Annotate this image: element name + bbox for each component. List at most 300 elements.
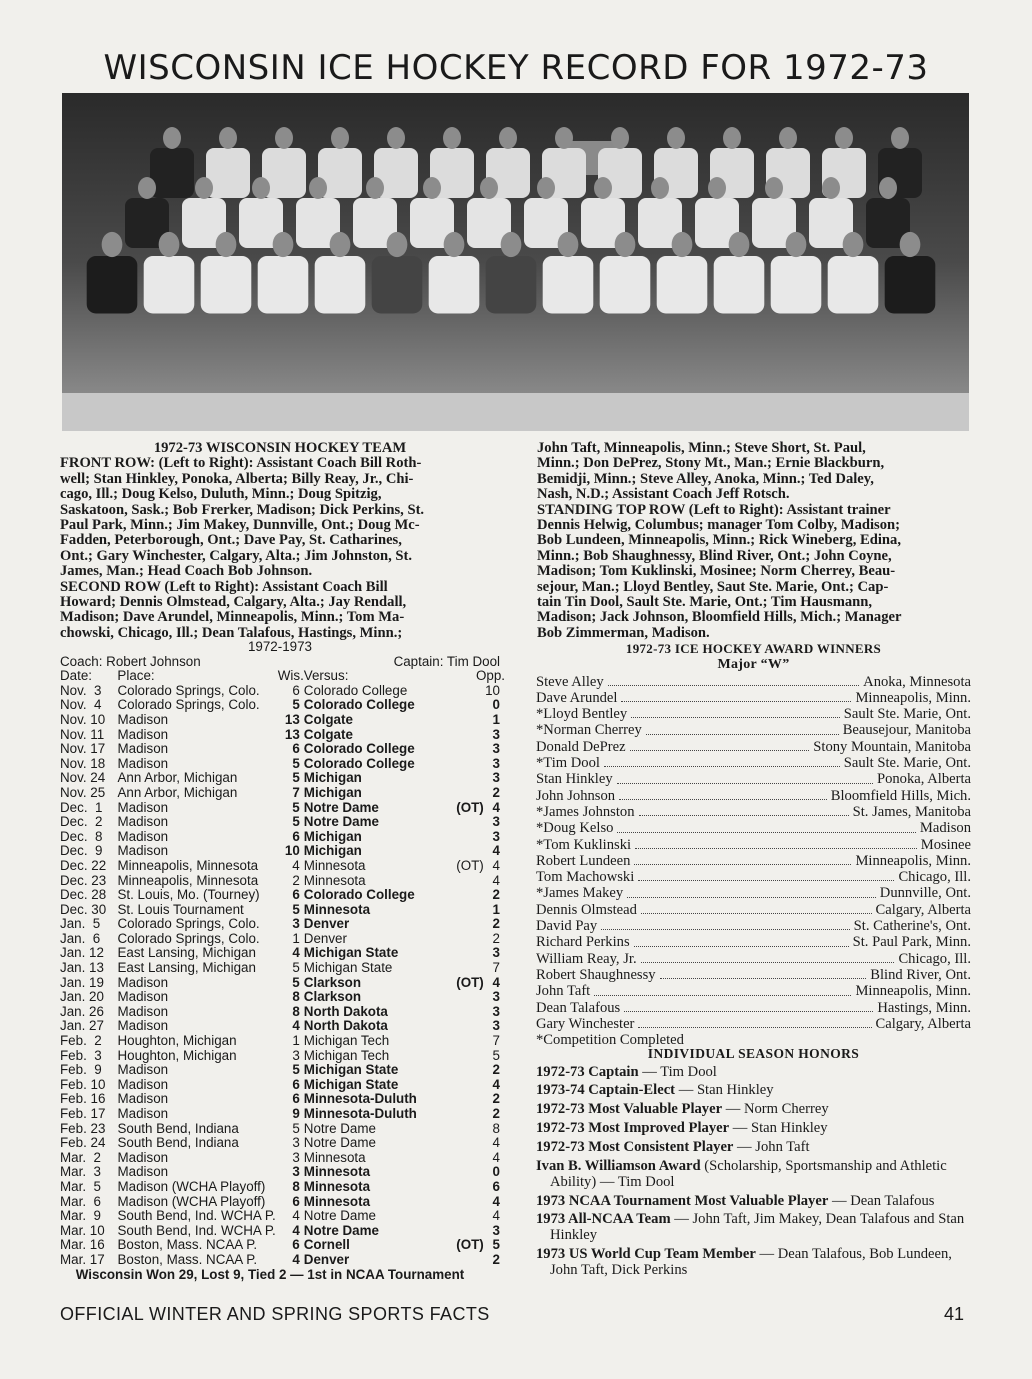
honor-text: (Scholarship, Sportsmanship and Athletic Ability) — Tim Dool [550,1158,947,1190]
list-item [536,1140,971,1156]
game-place: St. Louis, Mo. (Tourney) [117,887,260,903]
game-wis-score: 5 [292,799,300,815]
game-opponent: Colorado College [303,697,415,713]
winner-hometown: Calgary, Alberta [875,1015,971,1032]
honor-text: — John Taft [733,1139,810,1156]
game-wis-score: 5 [292,697,300,713]
game-wis-score: 13 [284,726,300,742]
game-date: Mar. 6 [60,1193,101,1209]
winner-name: *Doug Kelso [536,820,614,837]
schedule-captain: Captain: Tim Dool [393,653,500,669]
game-opp-score: 2 [492,1251,500,1267]
game-opponent: Minnesota [303,857,366,873]
list-item [536,918,971,934]
caption-line: chowski, Chicago, Ill.; Dean Talafous, Hastings, Minn.; [60,624,403,641]
game-opp-score: 3 [492,945,500,961]
list-item [536,902,971,918]
game-overtime [456,830,476,845]
list-item [536,1247,971,1278]
game-place: Ann Arbor, Michigan [117,770,238,786]
game-date: Jan. 12 [60,945,104,961]
game-opp-score: 4 [492,843,500,859]
game-overtime: (OT) [456,857,484,873]
game-opponent: Michigan [303,843,362,859]
game-place: Madison [117,989,169,1005]
caption-line: Fadden, Peterborough, Ont.; Dave Pay, St. Catharines, [60,532,402,549]
winner-hometown: Sault Ste. Marie, Ont. [843,706,971,723]
caption-line: FRONT ROW: (Left to Right): Assistant Coach Bill Roth- [60,455,422,472]
list-item [536,885,971,901]
honor-text: — John Taft, Jim Makey, Dean Talafous and Stan Hinkley [550,1211,965,1244]
winner-name: Dave Arundel [536,689,618,706]
game-date: Nov. 17 [60,741,106,757]
list-item [536,755,971,771]
game-date: Feb. 2 [60,1033,102,1049]
dot-leader [639,804,849,816]
game-place: Madison [117,711,169,727]
dot-leader [646,722,839,734]
list-item [536,1159,971,1190]
winner-name: Donald DePrez [536,738,626,755]
table-row [60,990,500,1005]
game-opponent: Michigan Tech [303,1033,390,1049]
dot-leader [617,771,873,783]
game-opp-score: 7 [492,960,500,976]
game-overtime [456,844,476,859]
winner-hometown: Minneapolis, Minn. [855,689,971,706]
game-date: Nov. 24 [60,770,106,786]
game-date: Mar. 3 [60,1164,101,1180]
game-place: Ann Arbor, Michigan [117,784,238,800]
game-overtime [456,1224,476,1239]
game-opponent: Notre Dame [303,799,379,815]
game-wis-score: 3 [292,1164,300,1180]
game-date: Mar. 5 [60,1178,101,1194]
table-row [60,961,500,976]
table-row [60,728,500,743]
game-place: Colorado Springs, Colo. [117,930,260,946]
game-date: Feb. 10 [60,1076,106,1092]
awards-note: *Competition Completed [536,1032,684,1049]
dot-leader [619,788,827,800]
dot-leader [638,869,894,881]
list-item [536,690,971,706]
caption-line: STANDING TOP ROW (Left to Right): Assistant trainer [537,501,891,518]
game-opponent: Minnesota-Duluth [303,1106,417,1121]
game-opponent: Colgate [303,711,353,727]
game-opp-score: 1 [492,901,500,917]
game-wis-score: 7 [292,784,300,800]
game-opp-score: 2 [492,887,500,903]
game-place: Madison [117,828,169,844]
list-item [536,934,971,950]
winner-hometown: St. Paul Park, Minn. [852,934,971,951]
game-place: Madison [117,1076,169,1092]
game-wis-score: 5 [292,1120,300,1136]
game-wis-score: 5 [292,974,300,990]
caption-line: Howard; Dennis Olmstead, Calgary, Alta.; Jay Rendall, [60,594,407,611]
game-overtime [456,1107,476,1122]
game-opp-score: 5 [492,1047,500,1063]
list-item [536,739,971,755]
dot-leader [594,983,851,995]
winner-name: Tom Machowski [536,869,635,886]
caption-line: Bemidji, Minn.; Steve Alley, Anoka, Minn.; Ted Daley, [537,470,874,487]
caption-line: Madison; Dave Arundel, Minneapolis, Minn.; Tom Ma- [60,609,405,626]
game-wis-score: 6 [292,887,300,903]
game-wis-score: 6 [292,1237,300,1253]
caption-line: John Taft, Minneapolis, Minn.; Steve Short, St. Paul, [537,440,866,456]
game-overtime [456,1078,476,1093]
game-opponent: Notre Dame [303,814,379,830]
table-row [60,684,500,699]
game-wis-score: 4 [292,1222,300,1238]
game-opp-score: 2 [492,930,500,946]
dot-leader [621,690,851,702]
game-opponent: Minnesota [303,901,371,917]
game-wis-score: 5 [292,901,300,917]
game-opponent: Minnesota-Duluth [303,1091,417,1107]
dot-leader [635,837,917,849]
game-opponent: Michigan State [303,945,399,961]
game-opp-score: 3 [492,989,500,1005]
game-overtime [456,1209,476,1224]
game-overtime [456,815,476,830]
dot-leader [627,885,876,897]
game-wis-score: 13 [284,711,300,727]
game-overtime [456,728,476,743]
game-wis-score: 6 [292,1091,300,1107]
game-opponent: Colorado College [303,755,415,771]
schedule-table [60,639,506,1282]
team-caption-right [537,441,971,641]
winner-name: *Norman Cherrey [536,722,642,739]
dot-leader [641,951,895,963]
game-overtime [456,874,476,889]
game-date: Mar. 16 [60,1237,105,1253]
dot-leader [631,706,840,718]
game-place: South Bend, Ind. WCHA P. [117,1222,276,1238]
game-date: Feb. 23 [60,1120,106,1136]
game-overtime [456,786,476,801]
list-item [536,1102,971,1118]
table-row [60,917,500,932]
game-opponent: Denver [303,916,350,932]
table-row [60,1092,500,1107]
game-overtime [456,990,476,1005]
honor-label: Ivan B. Williamson Award [536,1158,701,1175]
winner-hometown: Chicago, Ill. [898,869,971,886]
honor-text: — Dean Talafous, Bob Lundeen, John Taft, Dick Perkins [550,1245,952,1278]
winner-name: *Tim Dool [536,755,600,772]
winner-name: *James Makey [536,885,624,902]
game-date: Jan. 6 [60,930,101,946]
game-overtime [456,1092,476,1107]
game-place: Colorado Springs, Colo. [117,682,260,698]
game-overtime [456,932,476,947]
winner-hometown: Blind River, Ont. [870,966,971,983]
winner-hometown: Mosinee [920,836,971,853]
honor-label: 1973 All-NCAA Team [536,1211,671,1228]
game-date: Nov. 4 [60,697,102,713]
winner-hometown: Beausejour, Manitoba [842,722,971,739]
list-item [536,869,971,885]
game-overtime [456,713,476,728]
caption-line: Paul Park, Minn.; Jim Makey, Dunnville, Ont.; Doug Mc- [60,517,420,534]
caption-line: Dennis Helwig, Columbus; manager Tom Colby, Madison; [537,517,901,534]
game-opp-score: 4 [492,1208,500,1224]
game-opp-score: 4 [492,1076,500,1092]
game-place: South Bend, Indiana [117,1120,239,1136]
game-wis-score: 5 [292,1062,300,1078]
game-date: Dec. 30 [60,901,107,917]
game-opp-score: 4 [492,857,500,873]
game-place: Madison [117,814,169,830]
list-item [536,1000,971,1016]
winner-hometown: Bloomfield Hills, Mich. [830,787,971,804]
game-overtime [456,698,476,713]
dot-leader [634,934,849,946]
winner-hometown: Stony Mountain, Manitoba [813,738,971,755]
footer-text: OFFICIAL WINTER AND SPRING SPORTS FACTS [60,1304,490,1324]
game-opponent: Notre Dame [303,1222,379,1238]
game-place: Madison (WCHA Playoff) [117,1193,266,1209]
game-date: Nov. 11 [60,726,105,742]
game-overtime: (OT) [456,1237,484,1253]
game-overtime [456,1034,476,1049]
game-opponent: Michigan State [303,1062,399,1078]
game-place: Madison [117,974,169,990]
table-row [60,1224,500,1239]
game-opp-score: 7 [492,1033,500,1049]
game-opp-score: 8 [492,1120,500,1136]
table-row [60,830,500,845]
game-opponent: Colorado College [303,741,415,757]
game-date: Feb. 17 [60,1106,106,1121]
game-date: Jan. 5 [60,916,101,932]
game-wis-score: 8 [292,989,300,1005]
game-date: Jan. 26 [60,1003,104,1019]
table-row [60,888,500,903]
game-overtime [456,1195,476,1210]
game-date: Dec. 8 [60,828,103,844]
game-overtime [456,771,476,786]
game-place: Madison [117,741,169,757]
winner-name: John Johnson [536,787,616,804]
game-wis-score: 4 [292,857,300,873]
game-date: Nov. 3 [60,682,102,698]
game-opp-score: 3 [492,1018,500,1034]
game-place: Madison [117,799,169,815]
honor-label: 1972-73 Most Consistent Player [536,1139,734,1156]
game-opp-score: 3 [492,741,500,757]
list-item [536,983,971,999]
table-row [60,1209,500,1224]
game-opp-score: 3 [492,755,500,771]
list-item [536,1212,971,1243]
game-wis-score: 3 [292,1149,300,1165]
game-wis-score: 9 [292,1106,300,1121]
game-place: Minneapolis, Minnesota [117,857,259,873]
winner-hometown: Calgary, Alberta [875,901,971,918]
game-overtime [456,946,476,961]
game-place: Madison [117,1149,169,1165]
winner-name: Dennis Olmstead [536,901,637,918]
table-row [60,1180,500,1195]
table-row [60,859,500,874]
table-row [60,1136,500,1151]
table-row [60,801,500,816]
game-date: Feb. 16 [60,1091,106,1107]
game-place: Minneapolis, Minnesota [117,872,259,888]
game-place: Madison [117,1062,169,1078]
game-opponent: North Dakota [303,1018,388,1034]
list-item [536,951,971,967]
caption-line: cago, Ill.; Doug Kelso, Duluth, Minn.; Doug Spitzig, [60,486,382,503]
table-row [60,976,500,991]
game-opponent: Clarkson [303,974,362,990]
schedule-header-row [60,668,506,684]
award-winners [536,641,971,1048]
caption-line: well; Stan Hinkley, Ponoka, Alberta; Billy Reay, Jr., Chi- [60,470,414,487]
dot-leader [638,1016,871,1028]
list-item [536,674,971,690]
game-opp-score: 3 [492,814,500,830]
dot-leader [608,674,859,686]
table-row [60,1151,500,1166]
game-wis-score: 1 [292,1033,300,1049]
game-date: Jan. 19 [60,974,104,990]
dot-leader [641,902,872,914]
honor-text: — Tim Dool [638,1063,717,1080]
dot-leader [630,739,810,751]
game-place: Madison [117,1106,169,1121]
game-opp-score: 5 [492,1237,500,1253]
game-opp-score: 4 [492,1149,500,1165]
list-item [536,837,971,853]
game-overtime [456,684,476,699]
honor-label: 1972-73 Most Valuable Player [536,1101,723,1118]
list-item [536,1121,971,1137]
caption-line: Nash, N.D.; Assistant Coach Jeff Rotsch. [537,486,790,503]
table-row [60,874,500,889]
game-place: Houghton, Michigan [117,1033,237,1049]
game-opponent: Michigan [303,770,362,786]
game-place: Boston, Mass. NCAA P. [117,1237,258,1253]
schedule-summary: Wisconsin Won 29, Lost 9, Tied 2 — 1st in NCAA Tournament [75,1266,465,1282]
game-opponent: Notre Dame [303,1135,376,1151]
winner-hometown: St. James, Manitoba [852,803,971,820]
list-item [536,788,971,804]
game-opp-score: 0 [492,697,500,713]
game-opp-score: 3 [492,726,500,742]
game-opponent: Notre Dame [303,1208,376,1224]
game-wis-score: 8 [292,1003,300,1019]
game-place: South Bend, Indiana [117,1135,239,1151]
caption-line: SECOND ROW (Left to Right): Assistant Coach Bill [60,578,388,595]
table-row [60,1195,500,1210]
game-date: Nov. 25 [60,784,106,800]
winner-hometown: Minneapolis, Minn. [855,852,971,869]
game-date: Dec. 22 [60,857,107,873]
table-row [60,946,500,961]
game-overtime: (OT) [456,799,484,815]
game-opp-score: 4 [492,1135,500,1151]
game-wis-score: 2 [292,872,300,888]
team-caption-left [60,441,500,641]
game-place: Boston, Mass. NCAA P. [117,1251,258,1267]
dot-leader [624,1000,873,1012]
game-overtime [456,1136,476,1151]
game-place: Houghton, Michigan [117,1047,237,1063]
caption-line: Bob Zimmerman, Madison. [537,624,710,641]
dot-leader [601,918,849,930]
game-opponent: Colorado College [303,887,415,903]
table-row [60,844,500,859]
honor-text: — Stan Hinkley [675,1082,774,1099]
game-opp-score: 2 [492,1091,500,1107]
winner-name: John Taft [536,983,591,1000]
game-overtime [456,742,476,757]
list-item [536,1016,971,1032]
game-date: Dec. 1 [60,799,103,815]
table-row [60,932,500,947]
schedule-meta [60,655,500,670]
table-row [60,1063,500,1078]
header-wis: Wis. [277,668,304,684]
honor-label: 1973 US World Cup Team Member [536,1245,756,1262]
list-item [536,1083,971,1099]
game-opp-score: 4 [492,1193,500,1209]
winner-name: *James Johnston [536,803,635,820]
table-row [60,1165,500,1180]
game-overtime [456,1122,476,1137]
game-overtime: (OT) [456,974,484,990]
winner-hometown: Anoka, Minnesota [863,673,971,690]
game-opp-score: 3 [492,1222,500,1238]
table-row [60,1049,500,1064]
game-wis-score: 8 [292,1178,300,1194]
game-opp-score: 3 [492,1003,500,1019]
table-row [60,815,500,830]
game-wis-score: 4 [292,1208,300,1224]
game-place: Madison [117,755,169,771]
game-place: Colorado Springs, Colo. [117,916,260,932]
dot-leader [604,755,840,767]
game-date: Mar. 2 [60,1149,101,1165]
team-caption-heading: 1972-73 WISCONSIN HOCKEY TEAM [153,440,407,456]
page-number: 41 [944,1304,965,1324]
winner-hometown: Dunnville, Ont. [879,885,971,902]
dot-leader [660,967,867,979]
list-item [536,722,971,738]
game-opponent: Denver [303,930,347,946]
header-versus: Versus: [303,668,349,684]
game-place: Colorado Springs, Colo. [117,697,260,713]
game-overtime [456,903,476,918]
caption-line: Saskatoon, Sask.; Bob Frerker, Madison; Dick Perkins, St. [60,501,425,518]
game-overtime [456,1005,476,1020]
table-row [60,1019,500,1034]
list-item [536,967,971,983]
game-date: Dec. 28 [60,887,107,903]
dot-leader [634,853,851,865]
awards-subheading: Major “W” [717,657,790,673]
table-row [60,771,500,786]
winner-name: David Pay [536,918,598,935]
game-opp-score: 4 [492,974,500,990]
table-row [60,1078,500,1093]
